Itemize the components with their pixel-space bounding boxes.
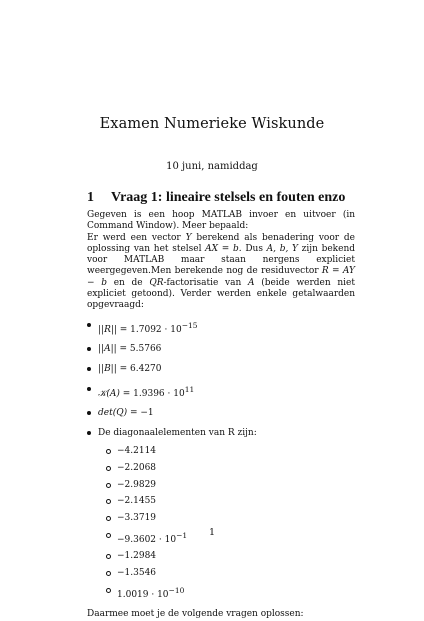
document-title: Examen Numerieke Wiskunde — [99, 116, 325, 132]
intro-text: zijn bekend voor MATLAB maar staan nergens expliciet weergegeven.Men berekende nog de residuvector — [87, 243, 356, 277]
math-variables: A, b, Y — [266, 243, 298, 254]
intro-text: berekend als benadering voor de oplossing van het stelsel — [87, 232, 356, 254]
circle-bullet-icon — [106, 554, 111, 559]
fact-norm-B: ||B|| = 6.4270 — [87, 364, 355, 375]
intro-text: . Dus — [238, 243, 267, 254]
bullet-icon — [87, 411, 91, 415]
diagonal-item: −2.1455 — [98, 496, 355, 507]
bullet-icon — [87, 367, 91, 371]
diagonal-item: $1.0019 \cdot 10^{-10}$ — [98, 585, 355, 601]
section-number: 1 — [87, 190, 94, 205]
math-Y: Y — [185, 232, 192, 243]
circle-bullet-icon — [106, 499, 111, 504]
intro-text: en de — [107, 277, 150, 288]
math-equation-system: AX = b — [205, 243, 239, 254]
diagonal-item: −3.3719 — [98, 513, 355, 524]
circle-bullet-icon — [106, 516, 111, 521]
bullet-icon — [87, 347, 91, 351]
diagonal-item: −1.2984 — [98, 551, 355, 562]
circle-bullet-icon — [106, 571, 111, 576]
page-number: 1 — [208, 527, 216, 538]
diagonal-list — [98, 446, 355, 600]
circle-bullet-icon — [106, 466, 111, 471]
diagonal-item: −4.2114 — [98, 446, 355, 457]
math-residual: R = AY − b — [87, 266, 355, 288]
fact-determinant: det(Q) = −1 — [87, 408, 355, 419]
document-date: 10 juni, namiddag — [166, 161, 258, 172]
section-body — [87, 210, 355, 621]
intro-text: Er werd een vector — [87, 232, 186, 243]
bullet-icon — [87, 387, 91, 391]
intro-paragraph-1: Gegeven is een hoop MATLAB invoer en uitvoer (in Command Window). Meer bepaald: — [87, 210, 355, 232]
circle-bullet-icon — [106, 449, 111, 454]
diagonal-item: −2.9829 — [98, 480, 355, 491]
circle-bullet-icon — [106, 588, 111, 593]
diagonal-item: $-9.3602 \cdot 10^{-1}$ — [98, 530, 355, 546]
bullet-icon — [87, 323, 91, 327]
facts-list — [87, 320, 355, 601]
math-A: A — [247, 277, 255, 288]
section-title: Vraag 1: lineaire stelsels en fouten enzo — [111, 190, 346, 205]
fact-condition: 𝒦(A) = $1.9396 \cdot 10^{11}$ — [87, 384, 355, 400]
fact-norm-A: ||A|| = 5.5766 — [87, 344, 355, 355]
fact-diagonal: De diagonaalelementen van R zijn: −4.2114 −2.2068 −2.9829 −2.1455 −3.3719 $-9.3602 \cdot 10^{-1}$ −1.2984 −1.3546 $1.0019 \cdot 10^{-10}$ — [87, 428, 355, 601]
circle-bullet-icon — [106, 483, 111, 488]
diagonal-item: −1.3546 — [98, 568, 355, 579]
intro-text: (beide werden niet expliciet getoond). Verder werden enkele getalwaarden opgevraagd: — [87, 277, 356, 311]
section-heading — [87, 190, 387, 206]
closing-sentence: Daarmee moet je de volgende vragen oplossen: — [87, 609, 304, 620]
diagonal-item: −2.2068 — [98, 463, 355, 474]
math-QR: QR — [149, 277, 164, 288]
intro-paragraph-2 — [87, 233, 355, 312]
fact-norm-R: $||R|| = 1.7092 \cdot 10^{-15}$ — [87, 320, 355, 336]
bullet-icon — [87, 431, 91, 435]
intro-text: -factorisatie van — [163, 277, 248, 288]
